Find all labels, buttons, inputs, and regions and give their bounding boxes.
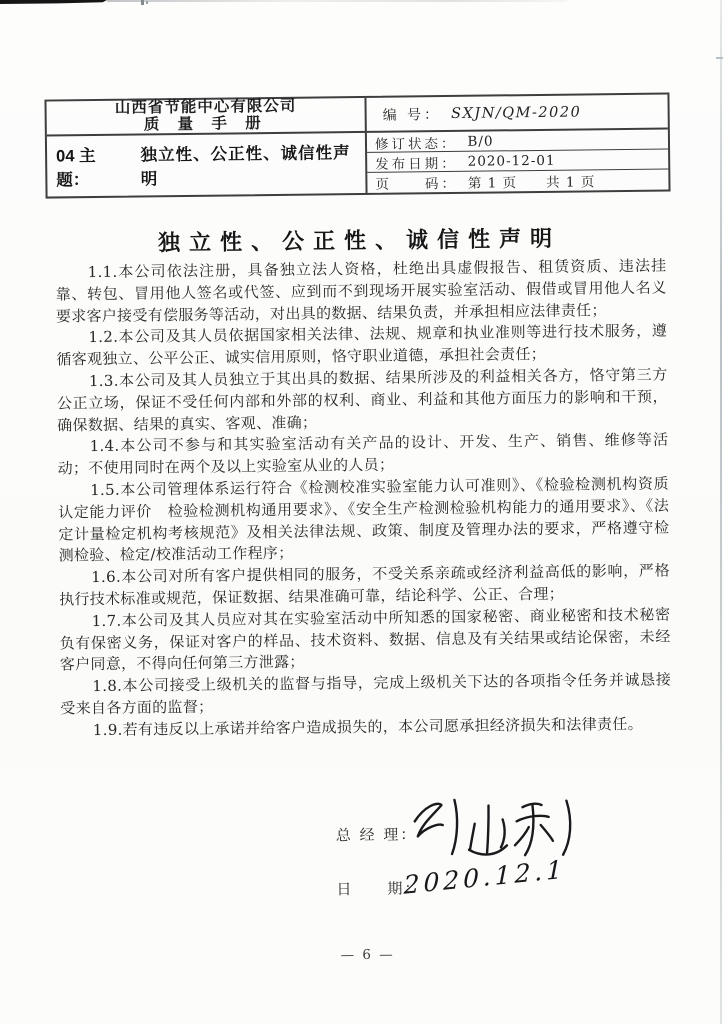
subject-label: 04 主题： [56,147,96,190]
company-name: 山西省节能中心有限公司 [114,97,297,117]
subject-cell [47,133,368,197]
page-number-value: 第 1 页 共 1 页 [467,174,596,192]
doc-number-label: 编 号： [382,106,442,124]
declaration-paragraph-1: 1.1.本公司依法注册，具备独立法人资格，杜绝出具虚假报告、租赁资质、违法挂靠、转包、冒用他人签名或代签、应到而不到现场开展实验室活动、假借或冒用他人名义要求客户接受有偿服务等活动，对出具的数据、结果负责，并承担相应法律责任； [55,256,667,326]
declaration-body [55,256,671,742]
page-number-cell [367,170,668,193]
issue-date-value: 2020-12-01 [467,152,556,170]
declaration-paragraph-6: 1.6.本公司对所有客户提供相同的服务，不受关系亲疏或经济利益高低的影响，严格执行技术标准或规范，保证数据、结果准确可靠，结论科学、公正、合理； [59,561,670,609]
manager-signature-handwriting [402,791,585,859]
declaration-paragraph-4: 1.4.本公司不参与和其实验室活动有关产品的设计、开发、生产、销售、维修等活动；不使用同时在两个及以上实验室从业的人员； [57,430,669,478]
declaration-paragraph-3: 1.3.本公司及其人员独立于其出具的数据、结果所涉及的利益相关各方，恪守第三方公正立场，保证不受任何内部和外部的权利、商业、利益和其他方面压力的影响和干预，确保数据、结果的真实、客观、准确； [56,365,668,435]
issue-date-label: 发布日期： [375,155,458,173]
declaration-paragraph-5: 1.5.本公司管理体系运行符合《检测校准实验室能力认可准则》、《检验检测机构资质认定能力评价 检验检测机构通用要求》、《安全生产检测检验机构能力的通用要求》、《法定计量检定机构考核规范》及相关法律法规、政策、制度及管理办法的要求，严格遵守检测检验、检定/校准活动工作程序； [58,474,670,565]
revision-status-label: 修订状态： [374,135,458,153]
declaration-paragraph-9: 1.9.若有违反以上承诺并给客户造成损失的，本公司愿承担经济损失和法律责任。 [92,714,643,739]
revision-status-value: B/0 [467,132,494,150]
declaration-paragraph-2: 1.2.本公司及其人员依据国家相关法律、法规、规章和执业准则等进行技术服务，遵循客观独立、公平公正、诚实信用原则，恪守职业道德，承担社会责任； [56,321,668,369]
doc-number-cell [366,95,667,133]
date-handwriting: 2020.12.1 [403,854,567,900]
footer-page-number: — 6 — [340,946,395,964]
date-label: 日 期： [336,879,422,899]
company-cell [46,98,366,137]
subject-value: 独立性、公正性、诚信性声明 [140,144,351,189]
doc-number-value: SXJN/QM-2020 [451,103,582,122]
declaration-paragraph-7: 1.7.本公司及其人员应对其在实验室活动中所知悉的国家秘密、商业秘密和技术秘密负有保密义务，保证对客户的样品、技术资料、数据、信息及有关结果或结论保密，未经客户同意，不得向任何第三方泄露； [59,605,671,674]
header-table [44,92,670,198]
page-number-label: 页 码： [375,175,459,193]
document-title: 独立性、公正性、诚信性声明 [157,225,562,256]
declaration-paragraph-8: 1.8.本公司接受上级机关的监督与指导，完成上级机关下达的各项指令任务并诚恳接受来自各方面的监督； [60,670,672,718]
general-manager-label: 总 经 理： [335,825,418,845]
manual-title: 质 量 手 册 [143,114,268,133]
